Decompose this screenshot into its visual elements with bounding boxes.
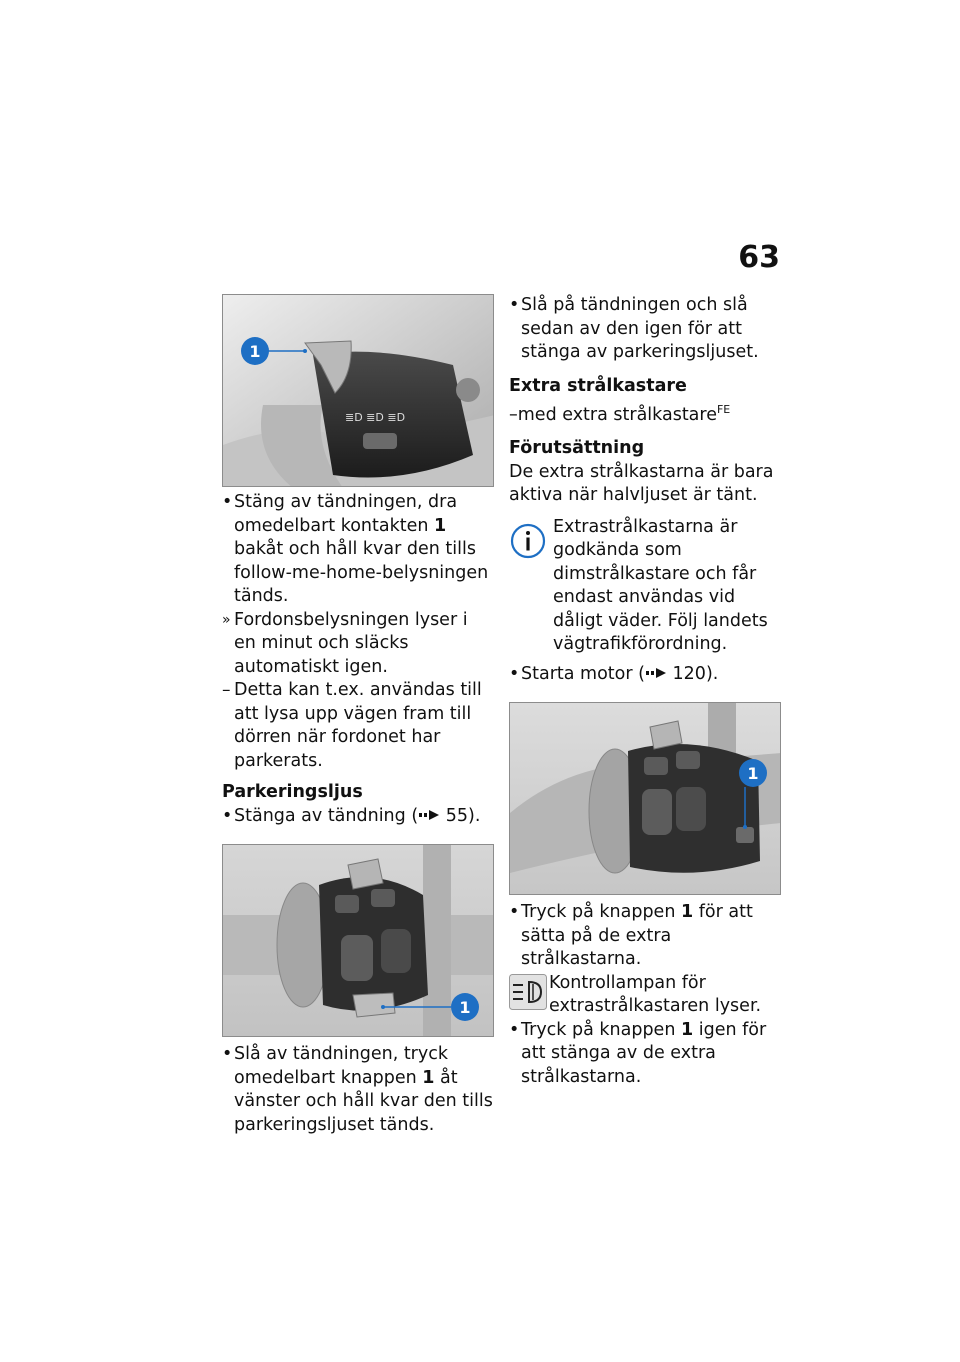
sub-mark: – <box>509 404 518 425</box>
right-column <box>509 294 781 1089</box>
dash1-text: Detta kan t.ex. användas till att lysa upp vägen fram till dörren när fordonet har parkerats. <box>234 680 482 771</box>
step1-rest: bakåt och håll kvar den tills follow-me-home-belysningen tänds. <box>234 539 489 606</box>
step4-text: Slå på tändningen och slå sedan av den igen för att stänga av parkeringsljuset. <box>521 295 759 362</box>
callout-1-label: 1 <box>249 342 261 361</box>
figure-handlebar-light-switch <box>222 294 494 487</box>
step2-ref[interactable]: 55 <box>445 805 469 826</box>
step2-pre: Stänga av tändning ( <box>234 805 419 826</box>
step5-pre: Starta motor ( <box>521 663 645 684</box>
step5-ref[interactable]: 120 <box>672 663 706 684</box>
sub-text: med extra strålkastare <box>517 404 717 425</box>
handlebar-switch-illustration <box>223 295 494 487</box>
step-start-engine <box>509 663 781 687</box>
step-parking-light-on <box>222 1043 494 1137</box>
step1-num: 1 <box>434 515 447 536</box>
dash-mark: – <box>222 680 231 700</box>
step3-post: åt vänster och håll kvar den tills parkeringsljuset tänds. <box>234 1067 493 1135</box>
lamp-text: Kontrollampan för extrastrålkastaren lyser. <box>549 972 762 1017</box>
figure-left-switch-parking <box>222 844 494 1037</box>
left-column <box>222 294 494 1137</box>
parking-switch-illustration <box>223 845 494 1037</box>
subheading-equipment <box>509 398 781 427</box>
info-note <box>509 516 781 657</box>
result-mark: » <box>222 611 231 628</box>
step6-post: för att sätta på de extra strålkastarna. <box>521 902 753 970</box>
extra-headlight-switch-illustration <box>510 703 781 895</box>
step7-num: 1 <box>680 1019 694 1040</box>
step3-pre: Slå av tändningen, tryck omedelbart knappen <box>234 1044 448 1088</box>
callout-1-label: 1 <box>459 998 471 1017</box>
prerequisite-text: De extra strålkastarna är bara aktiva när halvljuset är tänt. <box>509 461 774 506</box>
step2-post: ). <box>468 805 481 826</box>
step6-pre: Tryck på knappen <box>521 902 681 923</box>
indicator-lamp-note <box>509 972 781 1019</box>
info-icon <box>509 522 547 560</box>
step3-num: 1 <box>422 1067 435 1088</box>
fog-light-indicator-icon <box>509 974 547 1010</box>
page-reference-arrow-icon <box>645 667 667 679</box>
step7-pre: Tryck på knappen <box>521 1019 681 1040</box>
result-vehicle-light <box>222 609 494 680</box>
step5-post: ). <box>705 663 719 684</box>
figure-extra-headlight-button <box>509 702 781 895</box>
sub-sup: FE <box>716 403 731 416</box>
step-extra-lights-off <box>509 1019 781 1090</box>
note-usage <box>222 679 494 773</box>
heading-extra-headlights: Extra strålkastare <box>509 375 687 396</box>
page-number: 63 <box>738 240 780 275</box>
callout-1-label: 1 <box>747 764 759 784</box>
step7-post: igen för att stänga av de extra strålkastarna. <box>521 1019 767 1087</box>
result1-text: Fordonsbelysningen lyser i en minut och släcks automatiskt igen. <box>234 609 468 677</box>
step-parking-light-off <box>509 294 781 365</box>
step1-text: Stäng av tändningen, dra omedelbart kontakten <box>234 492 458 536</box>
step-extra-lights-on <box>509 901 781 972</box>
step6-num: 1 <box>680 902 694 923</box>
note-body: Extrastrålkastarna är godkända som dimstrålkastare och får endast användas vid dåligt väder. Följ landets vägtrafikförordning. <box>553 516 768 655</box>
step-ignition-off <box>222 805 494 829</box>
page-reference-arrow-icon <box>418 809 440 821</box>
step-follow-me-home <box>222 491 494 609</box>
heading-prerequisite: Förutsättning <box>509 438 645 459</box>
note-text <box>509 516 781 657</box>
heading-parking-light: Parkeringsljus <box>222 782 363 802</box>
svg-text:≣D ≣D ≣D: ≣D ≣D ≣D <box>345 411 406 424</box>
